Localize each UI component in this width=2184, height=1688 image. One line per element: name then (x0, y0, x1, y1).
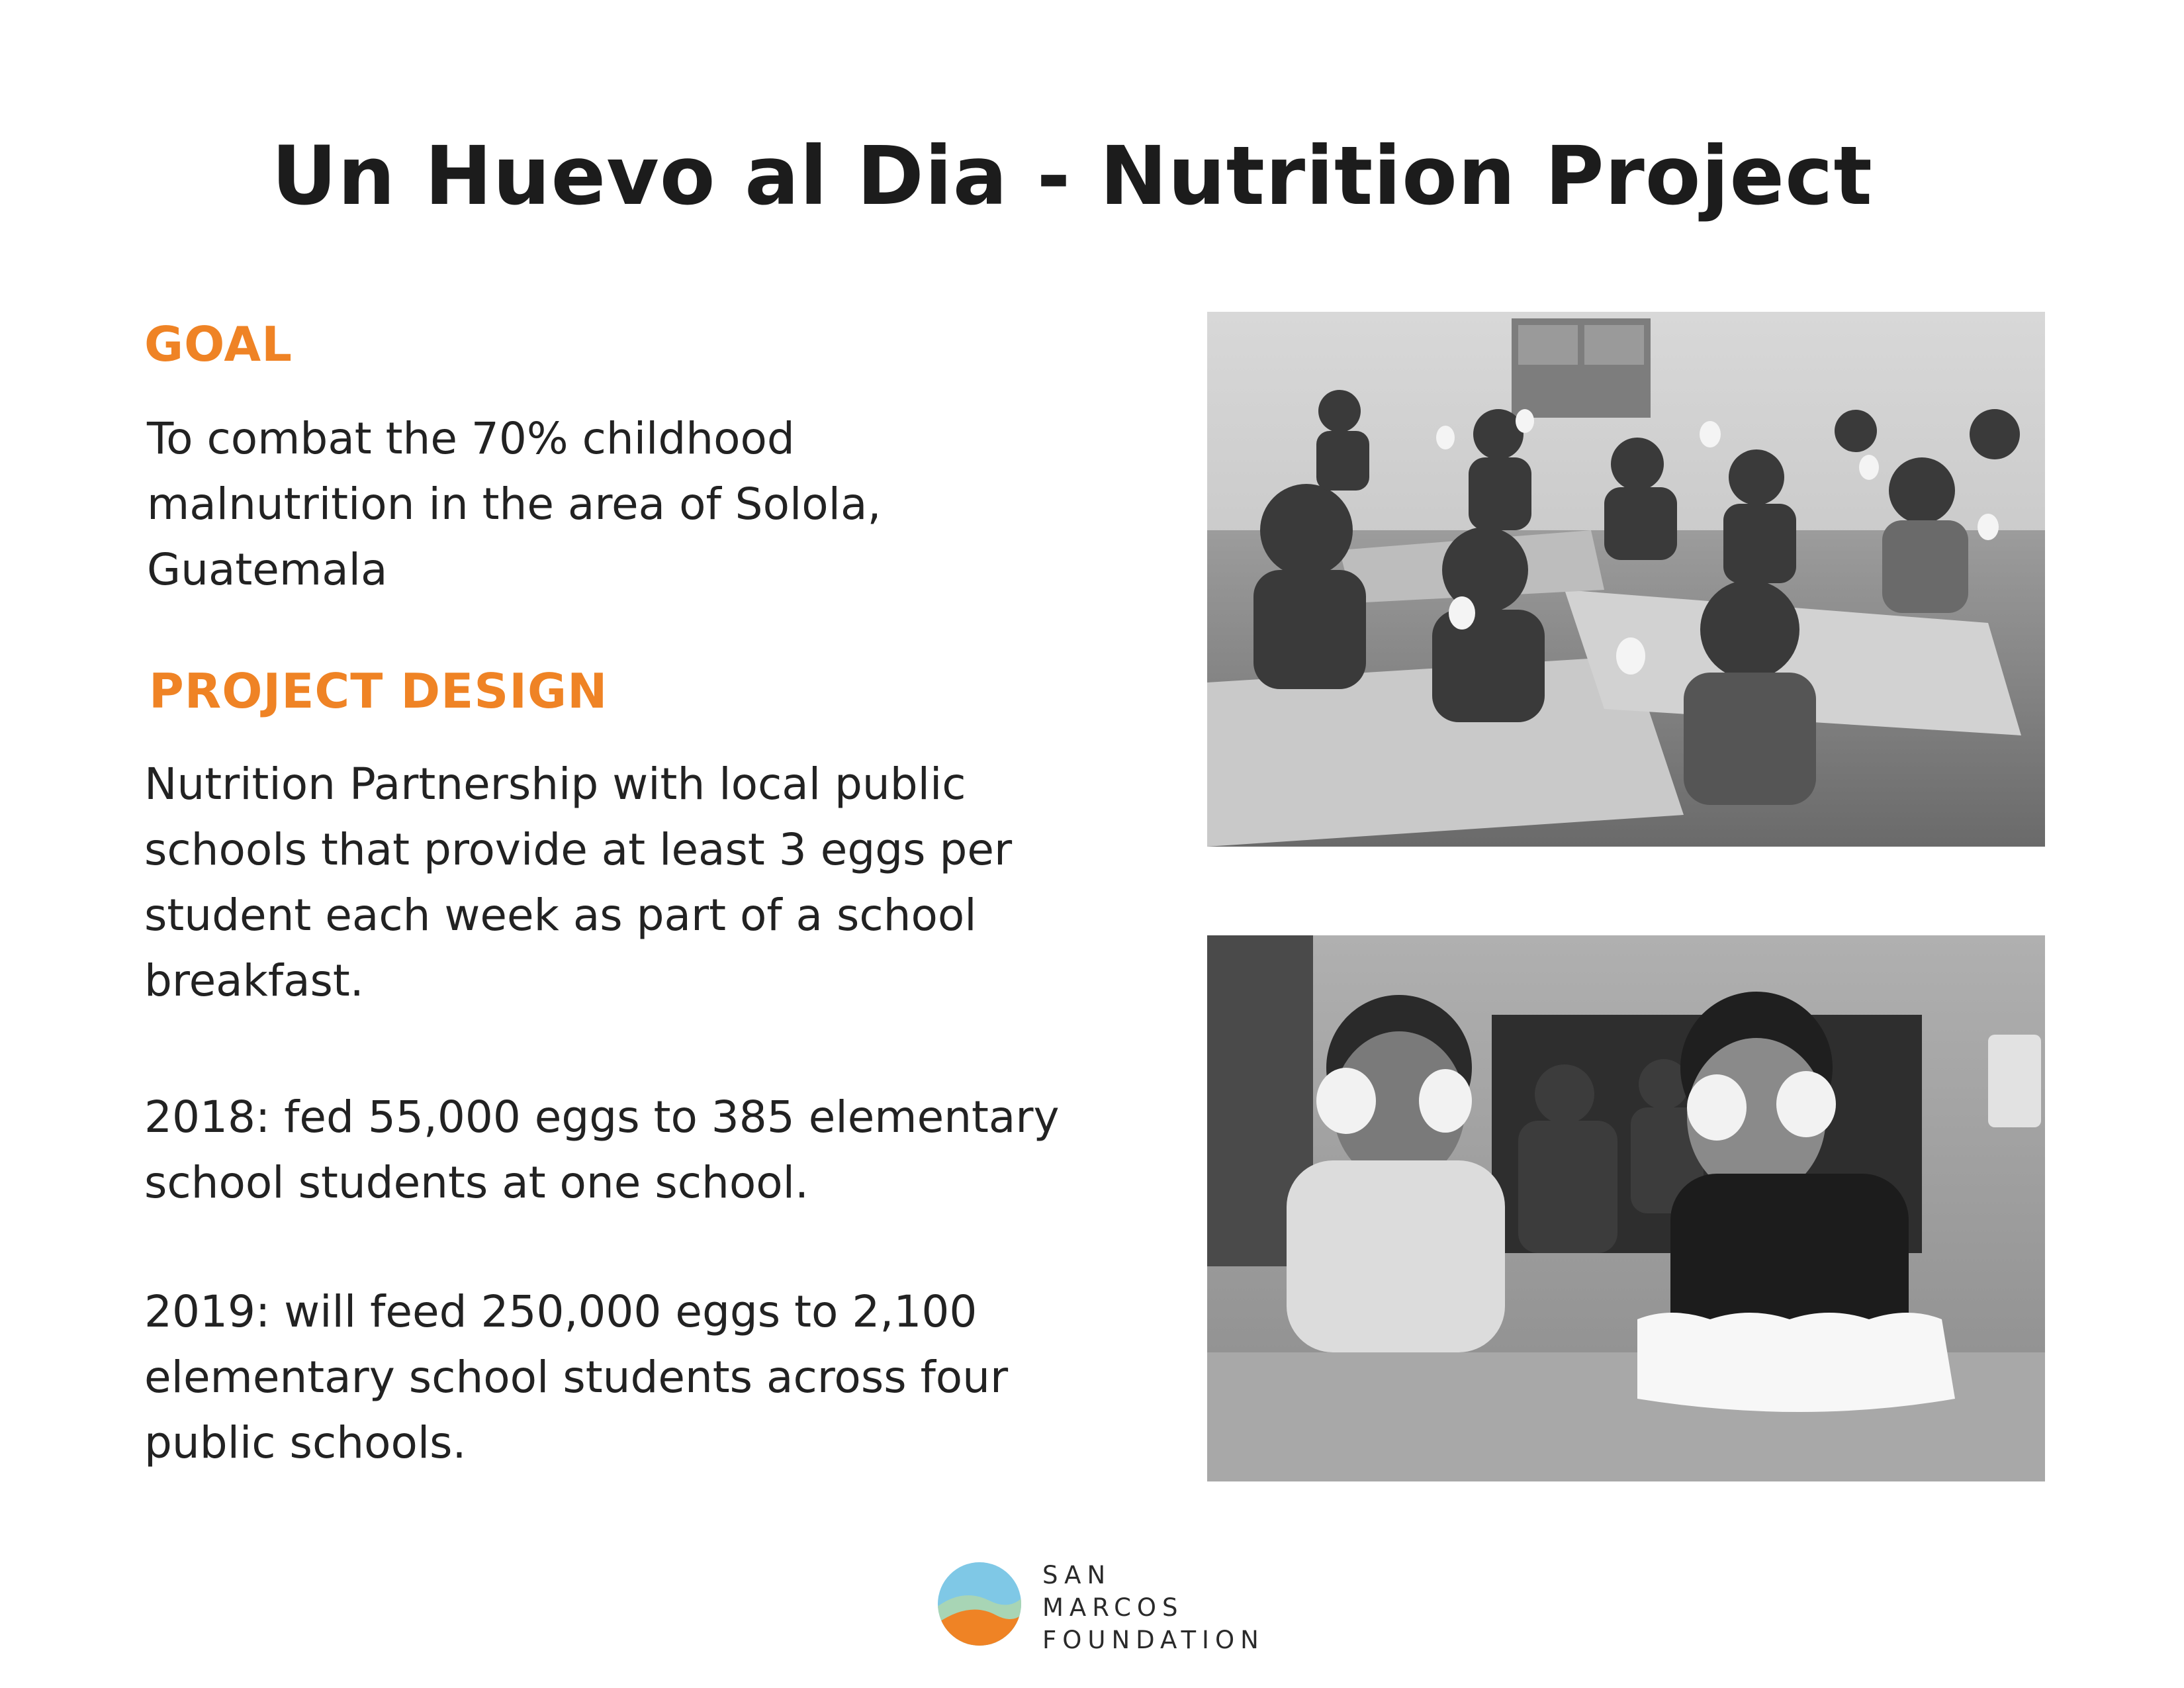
logo-line: MARCOS (1042, 1593, 1184, 1622)
project-design-heading: PROJECT DESIGN (149, 663, 608, 719)
design-line: student each week as part of a school (144, 890, 977, 941)
stat-2018-line: school students at one school. (144, 1157, 809, 1208)
project-design-text (144, 751, 1012, 1013)
page-title: Un Huevo al Dia - Nutrition Project (271, 129, 1873, 223)
classroom-photo-illustration (1207, 312, 2045, 847)
foundation-name (1042, 1559, 1265, 1656)
design-line: Nutrition Partnership with local public (144, 759, 966, 810)
stat-2018-line: 2018: fed 55,000 eggs to 385 elementary (144, 1092, 1060, 1143)
logo-line: SAN (1042, 1561, 1112, 1589)
goal-heading: GOAL (144, 316, 293, 372)
goal-text (147, 406, 881, 602)
design-line: breakfast. (144, 955, 364, 1006)
stat-2019-line: public schools. (144, 1417, 467, 1468)
goal-line: To combat the 70% childhood (147, 413, 795, 464)
logo-line: FOUNDATION (1042, 1626, 1265, 1654)
classroom-photo (1207, 312, 2045, 847)
goal-line: Guatemala (147, 544, 388, 595)
boys-photo-illustration (1207, 935, 2045, 1481)
design-line: schools that provide at least 3 eggs per (144, 824, 1013, 875)
boys-with-eggs-photo (1207, 935, 2045, 1481)
stat-2019-line: 2019: will feed 250,000 eggs to 2,100 (144, 1286, 978, 1337)
goal-line: malnutrition in the area of Solola, (147, 479, 882, 530)
san-marcos-foundation-logo (936, 1559, 1281, 1658)
foundation-logo-mark-icon (936, 1561, 1023, 1647)
stat-2019 (144, 1279, 1008, 1476)
stat-2019-line: elementary school students across four (144, 1352, 1009, 1403)
stat-2018 (144, 1084, 1060, 1215)
